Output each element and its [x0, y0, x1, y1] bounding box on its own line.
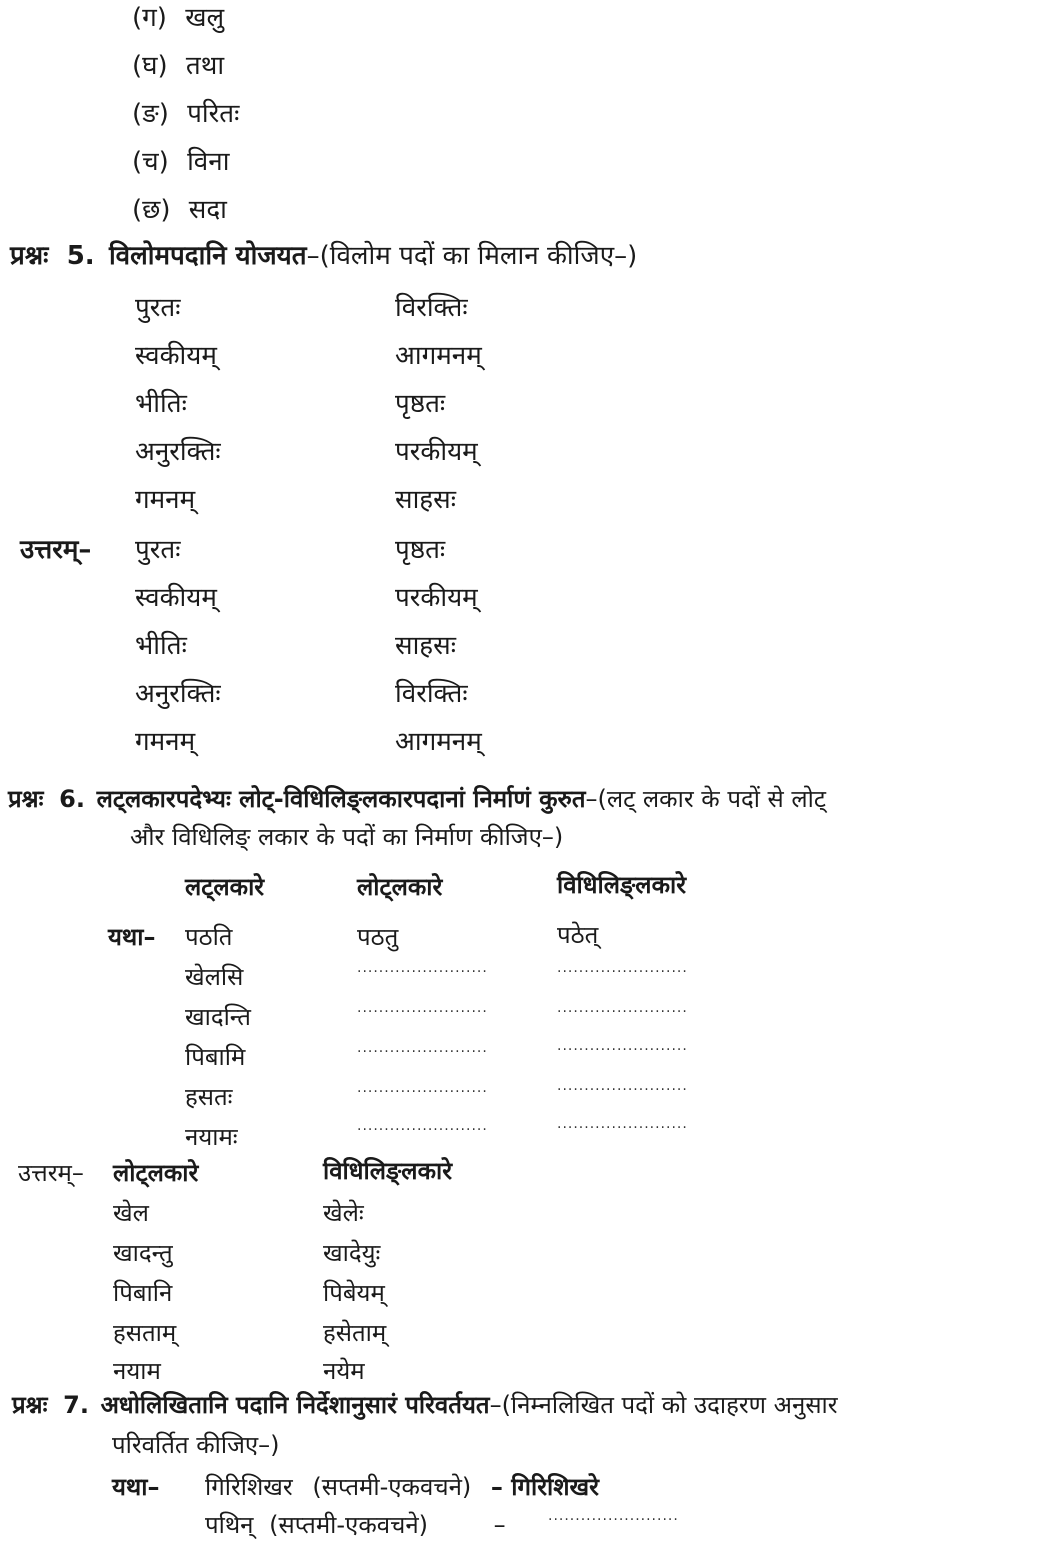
option-label: (च): [132, 147, 169, 177]
option-item: [132, 2, 224, 34]
question-prefix: प्रश्नः: [10, 241, 49, 271]
match-right-item: विरक्तिः: [395, 293, 468, 323]
option-item: [132, 50, 224, 82]
match-right-item: आगमनम्: [395, 341, 482, 371]
answer-left-item: गमनम्: [135, 727, 196, 757]
table-header-lat: लट्लकारे: [185, 873, 265, 901]
option-label: (घ): [132, 51, 168, 81]
item-word: पथिन्: [205, 1511, 254, 1539]
answer-right-item: परकीयम्: [395, 583, 478, 613]
blank-answer: ........................: [548, 1508, 679, 1524]
question-title: लट्लकारपदेभ्यः लोट्-विधिलिङ्लकारपदानां निर्माणं कुरुत: [96, 785, 586, 813]
blank-lot: ........................: [357, 1118, 488, 1134]
answer-left-item: पुरतः: [135, 535, 181, 565]
option-item: [132, 146, 229, 178]
question-prefix: प्रश्नः: [12, 1391, 48, 1419]
answer-vidhi-item: खेलेः: [323, 1199, 364, 1227]
answer-label: उत्तरम्–: [20, 535, 92, 565]
question-title: विलोमपदानि योजयत: [108, 241, 307, 271]
answer-lot-item: खादन्तु: [113, 1239, 173, 1267]
example-label: यथा–: [112, 1473, 160, 1501]
blank-lot: ........................: [357, 1080, 488, 1096]
match-left-item: भीतिः: [135, 389, 187, 419]
blank-lot: ........................: [357, 960, 488, 976]
question-instruction: –(विलोम पदों का मिलान कीजिए–): [306, 241, 638, 271]
answer-right-item: साहसः: [395, 631, 456, 661]
answer-vidhi-item: खादेयुः: [323, 1239, 381, 1267]
table-row-lat: हसतः: [185, 1083, 233, 1111]
option-word: तथा: [185, 51, 225, 81]
table-header-vidhi: विधिलिङ्लकारे: [557, 871, 687, 899]
blank-lot: ........................: [357, 1000, 488, 1016]
answer-left-item: भीतिः: [135, 631, 187, 661]
option-label: (ङ): [132, 99, 169, 129]
example-answer: – गिरिशिखरे: [490, 1473, 599, 1501]
question-number: 7.: [63, 1391, 89, 1419]
option-word: खलु: [185, 3, 225, 33]
answer-lot-item: खेल: [113, 1199, 149, 1227]
answer-header-vidhi: विधिलिङ्लकारे: [323, 1157, 453, 1185]
question-instruction: –(निम्नलिखित पदों को उदाहरण अनुसार: [489, 1391, 838, 1419]
example-word: गिरिशिखर: [205, 1473, 293, 1501]
question-number: 5.: [66, 241, 95, 271]
answer-left-item: स्वकीयम्: [135, 583, 217, 613]
match-left-item: स्वकीयम्: [135, 341, 217, 371]
answer-left-item: अनुरक्तिः: [135, 679, 221, 709]
table-row-lat: खेलसि: [185, 963, 244, 991]
blank-vidhi: ........................: [557, 1000, 688, 1016]
question-heading: [10, 240, 637, 272]
table-row-lat: खादन्ति: [185, 1003, 251, 1031]
item-line: [205, 1508, 506, 1541]
table-header-lot: लोट्लकारे: [357, 873, 443, 901]
question-instruction-cont: परिवर्तित कीजिए–): [112, 1431, 280, 1459]
question-instruction: –(लट् लकार के पदों से लोट्: [585, 785, 826, 813]
answer-lot-item: हसताम्: [113, 1319, 177, 1347]
answer-right-item: पृष्ठतः: [395, 535, 446, 565]
match-left-item: अनुरक्तिः: [135, 437, 221, 467]
blank-vidhi: ........................: [557, 1116, 688, 1132]
answer-right-item: विरक्तिः: [395, 679, 468, 709]
blank-vidhi: ........................: [557, 1078, 688, 1094]
item-dash: –: [493, 1511, 506, 1539]
question-heading: [12, 1390, 838, 1420]
blank-vidhi: ........................: [557, 960, 688, 976]
option-item: [132, 98, 239, 130]
match-right-item: साहसः: [395, 485, 456, 515]
answer-lot-item: नयाम: [113, 1357, 161, 1385]
question-prefix: प्रश्नः: [8, 785, 44, 813]
blank-lot: ........................: [357, 1040, 488, 1056]
example-vidhi: पठेत्: [557, 921, 599, 949]
table-row-lat: नयामः: [185, 1123, 238, 1151]
option-item: [132, 194, 227, 226]
blank-vidhi: ........................: [557, 1038, 688, 1054]
answer-vidhi-item: पिबेयम्: [323, 1279, 385, 1307]
example-lot: पठतु: [357, 923, 399, 951]
answer-header-lot: लोट्लकारे: [113, 1159, 199, 1187]
match-right-item: पृष्ठतः: [395, 389, 446, 419]
example-label: यथा–: [108, 923, 156, 951]
answer-vidhi-item: हसेताम्: [323, 1319, 387, 1347]
option-word: सदा: [188, 195, 227, 225]
answer-lot-item: पिबानि: [113, 1279, 173, 1307]
answer-label: उत्तरम्–: [18, 1159, 84, 1187]
match-left-item: गमनम्: [135, 485, 196, 515]
item-case: (सप्तमी-एकवचने): [269, 1511, 429, 1539]
option-label: (ग): [132, 3, 167, 33]
example-line: [205, 1470, 599, 1503]
option-word: परितः: [187, 99, 240, 129]
match-left-item: पुरतः: [135, 293, 181, 323]
question-number: 6.: [59, 785, 85, 813]
table-row-lat: पिबामि: [185, 1043, 246, 1071]
question-heading: [8, 784, 826, 814]
question-title: अधोलिखितानि पदानि निर्देशानुसारं परिवर्तयत: [100, 1391, 490, 1419]
option-label: (छ): [132, 195, 171, 225]
answer-vidhi-item: नयेम: [323, 1357, 365, 1385]
match-right-item: परकीयम्: [395, 437, 478, 467]
option-word: विना: [187, 147, 230, 177]
example-lat: पठति: [185, 923, 233, 951]
question-instruction-cont: और विधिलिङ् लकार के पदों का निर्माण कीजिए–): [130, 823, 564, 851]
answer-right-item: आगमनम्: [395, 727, 482, 757]
example-case: (सप्तमी-एकवचने): [312, 1473, 472, 1501]
